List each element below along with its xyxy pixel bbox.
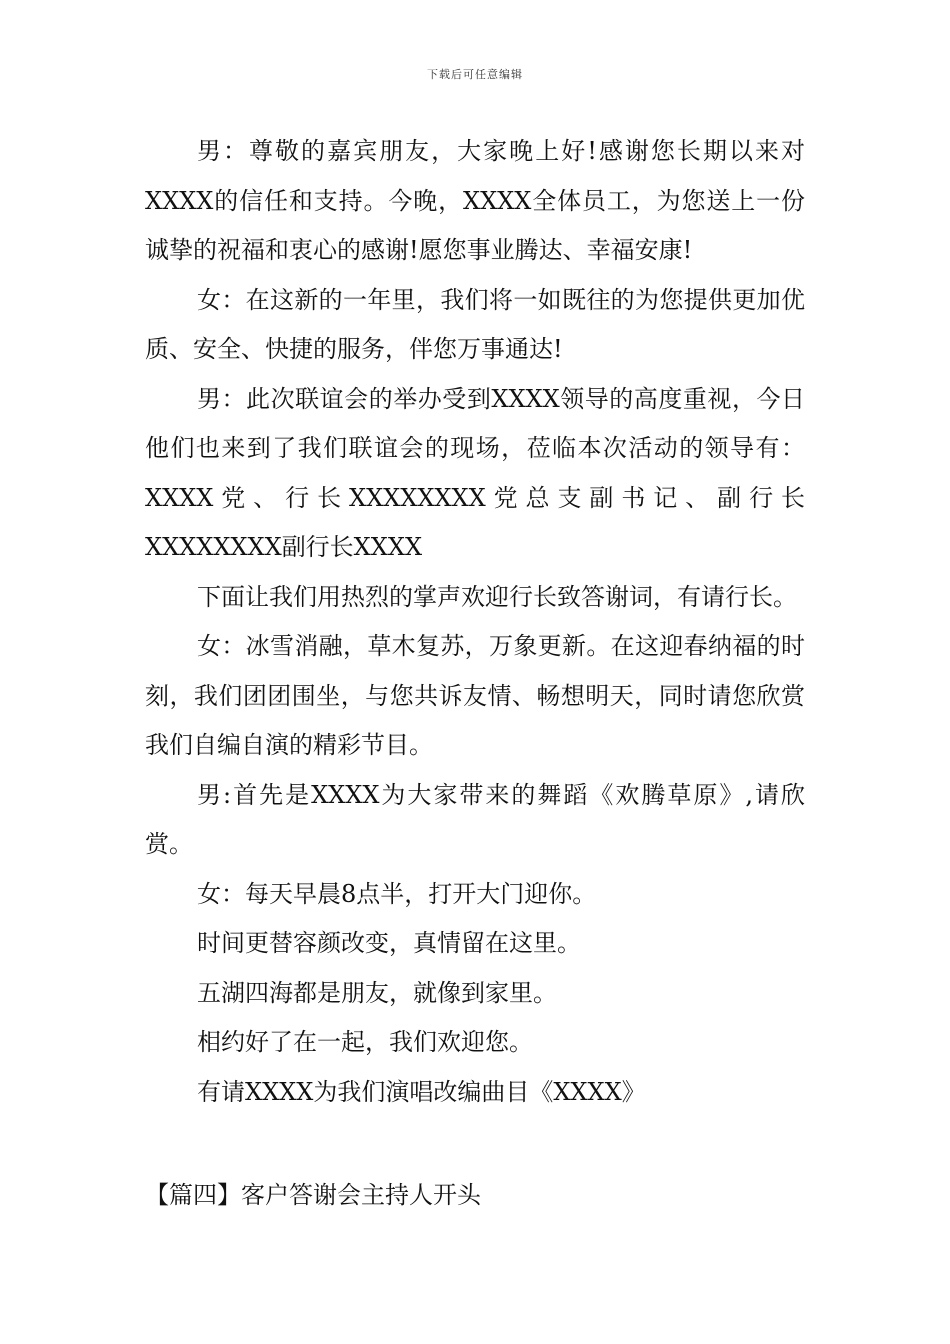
section-heading: 【篇四】客户答谢会主持人开头 [145,1181,481,1209]
paragraph-welcome-president: 下面让我们用热烈的掌声欢迎行长致答谢词，有请行长。 [197,582,797,611]
paragraph-female-service: 女：在这新的一年里，我们将一如既往的为您提供更加优质、安全、快捷的服务，伴您万事通达! [145,285,805,363]
paragraph-female-spring: 女：冰雪消融，草木复苏，万象更新。在这迎春纳福的时刻，我们团团围坐，与您共诉友情、畅想明天，同时请您欣赏我们自编自演的精彩节目。 [145,632,805,759]
paragraph-song-invite: 有请XXXX为我们演唱改编曲目《XXXX》 [197,1077,646,1106]
paragraph-male-greeting: 男：尊敬的嘉宾朋友，大家晚上好!感谢您长期以来对XXXX的信任和支持。今晚，XXXX全体员工，为您送上一份诚挚的祝福和衷心的感谢!愿您事业腾达、幸福安康! [145,137,805,264]
paragraph-verse-line-2: 时间更替容颜改变，真情留在这里。 [197,929,581,957]
paragraph-male-dance: 男:首先是XXXX为大家带来的舞蹈《欢腾草原》,请欣赏。 [145,780,805,858]
page-header-note: 下载后可任意编辑 [427,68,523,81]
paragraph-verse-line-4: 相约好了在一起，我们欢迎您。 [197,1028,533,1056]
paragraph-verse-line-3: 五湖四海都是朋友，就像到家里。 [197,978,557,1007]
document-body [145,127,805,1117]
paragraph-verse-line-1: 女：每天早晨8点半，打开大门迎你。 [197,879,597,908]
paragraph-male-leaders: 男：此次联谊会的举办受到XXXX领导的高度重视，今日他们也来到了我们联谊会的现场，莅临本次活动的领导有：XXXX党、行长XXXXXXXX党总支副书记、副行长XXXXXXXX副行长XXXX [145,384,805,561]
